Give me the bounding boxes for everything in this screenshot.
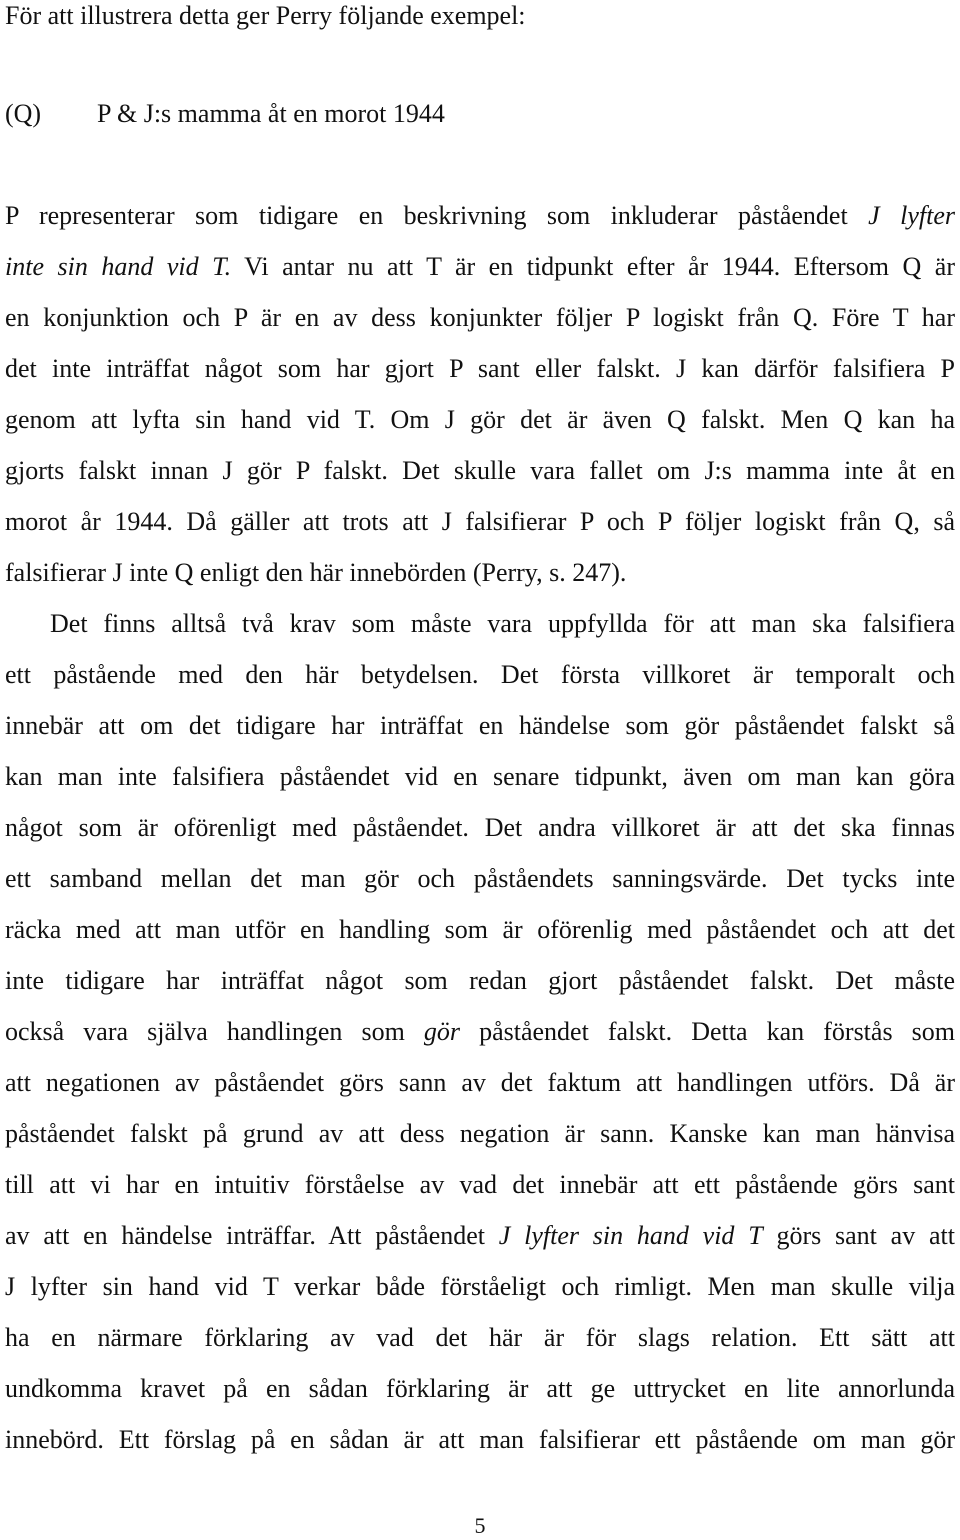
text-line: [5, 1322, 955, 1354]
text-segment: gjorts falskt innan J gör P falskt. Det skulle vara fallet om J:s mamma inte åt en: [5, 456, 955, 485]
text-segment: ett samband mellan det man gör och påståendets sanningsvärde. Det tycks inte: [5, 864, 955, 893]
italic-text: gör: [423, 1017, 460, 1046]
text-segment: görs sant av att: [762, 1221, 955, 1250]
text-segment: genom att lyfta sin hand vid T. Om J gör det är även Q falskt. Men Q kan ha: [5, 405, 955, 434]
text-segment: det inte inträffat något som har gjort P sant eller falskt. J kan därför falsifiera P: [5, 354, 955, 383]
italic-text: J lyfter sin hand vid T: [498, 1221, 763, 1250]
text-segment: påståendet falskt på grund av att dess negation är sann. Kanske kan man hänvisa: [5, 1119, 955, 1148]
text-line: [5, 1271, 955, 1303]
text-segment: att negationen av påståendet görs sann av det faktum att handlingen utförs. Då är: [5, 1068, 955, 1097]
text-segment: kan man inte falsifiera påståendet vid en senare tidpunkt, även om man kan göra: [5, 762, 955, 791]
text-segment: falsifierar J inte Q enligt den här innebörden (Perry, s. 247).: [5, 558, 627, 587]
text-line: [5, 761, 955, 793]
text-segment: J lyfter sin hand vid T verkar både förståeligt och rimligt. Men man skulle vilja: [5, 1272, 955, 1301]
text-segment: Det finns alltså två krav som måste vara uppfyllda för att man ska falsifiera: [50, 609, 955, 638]
text-line: [5, 557, 955, 589]
text-segment: ett påstående med den här betydelsen. Det första villkoret är temporalt och: [5, 660, 955, 689]
text-line: [5, 302, 955, 334]
text-line: [5, 1016, 955, 1048]
intro-line: För att illustrera detta ger Perry följande exempel:: [5, 1, 526, 30]
text-segment: också vara själva handlingen som: [5, 1017, 424, 1046]
text-segment: en konjunktion och P är en av dess konjunkter följer P logiskt från Q. Före T har: [5, 303, 955, 332]
italic-text: J lyfter: [868, 201, 955, 230]
text-line: [5, 863, 955, 895]
italic-text: inte sin hand vid T.: [5, 252, 232, 281]
text-segment: P representerar som tidigare en beskrivning som inkluderar påståendet: [5, 201, 869, 230]
text-line: [5, 251, 955, 283]
text-line: [5, 455, 955, 487]
text-line: [5, 506, 955, 538]
text-line: [5, 812, 955, 844]
text-line: [5, 965, 955, 997]
text-segment: innebär att om det tidigare har inträffat en händelse som gör påståendet falskt så: [5, 711, 955, 740]
example-text: P & J:s mamma åt en morot 1944: [97, 99, 445, 128]
text-segment: inte tidigare har inträffat något som redan gjort påståendet falskt. Det måste: [5, 966, 955, 995]
text-line: [5, 1118, 955, 1150]
text-line: [5, 1424, 955, 1456]
text-segment: räcka med att man utför en handling som är oförenlig med påståendet och att det: [5, 915, 955, 944]
text-segment: undkomma kravet på en sådan förklaring är att ge uttrycket en lite annorlunda: [5, 1374, 955, 1403]
text-segment: något som är oförenligt med påståendet. Det andra villkoret är att det ska finnas: [5, 813, 955, 842]
text-line: [5, 1169, 955, 1201]
text-line: [5, 353, 955, 385]
text-line: [5, 710, 955, 742]
text-line: [5, 659, 955, 691]
text-segment: ha en närmare förklaring av vad det här är för slags relation. Ett sätt att: [5, 1323, 955, 1352]
example-label: (Q): [5, 99, 42, 128]
text-line: [5, 914, 955, 946]
text-line: [5, 1067, 955, 1099]
text-line: [5, 1220, 955, 1252]
text-line: [5, 200, 955, 232]
text-segment: av att en händelse inträffar. Att påståendet: [5, 1221, 499, 1250]
page-number: 5: [474, 1513, 486, 1538]
text-line: [5, 404, 955, 436]
text-line: [5, 1373, 955, 1405]
text-segment: innebörd. Ett förslag på en sådan är att man falsifierar ett påstående om man gör: [5, 1425, 955, 1454]
text-segment: Vi antar nu att T är en tidpunkt efter år 1944. Eftersom Q är: [231, 252, 955, 281]
text-segment: morot år 1944. Då gäller att trots att J falsifierar P och P följer logiskt från Q, så: [5, 507, 955, 536]
text-segment: påståendet falskt. Detta kan förstås som: [460, 1017, 955, 1046]
text-segment: till att vi har en intuitiv förståelse av vad det innebär att ett påstående görs sant: [5, 1170, 955, 1199]
text-line: [50, 608, 955, 640]
